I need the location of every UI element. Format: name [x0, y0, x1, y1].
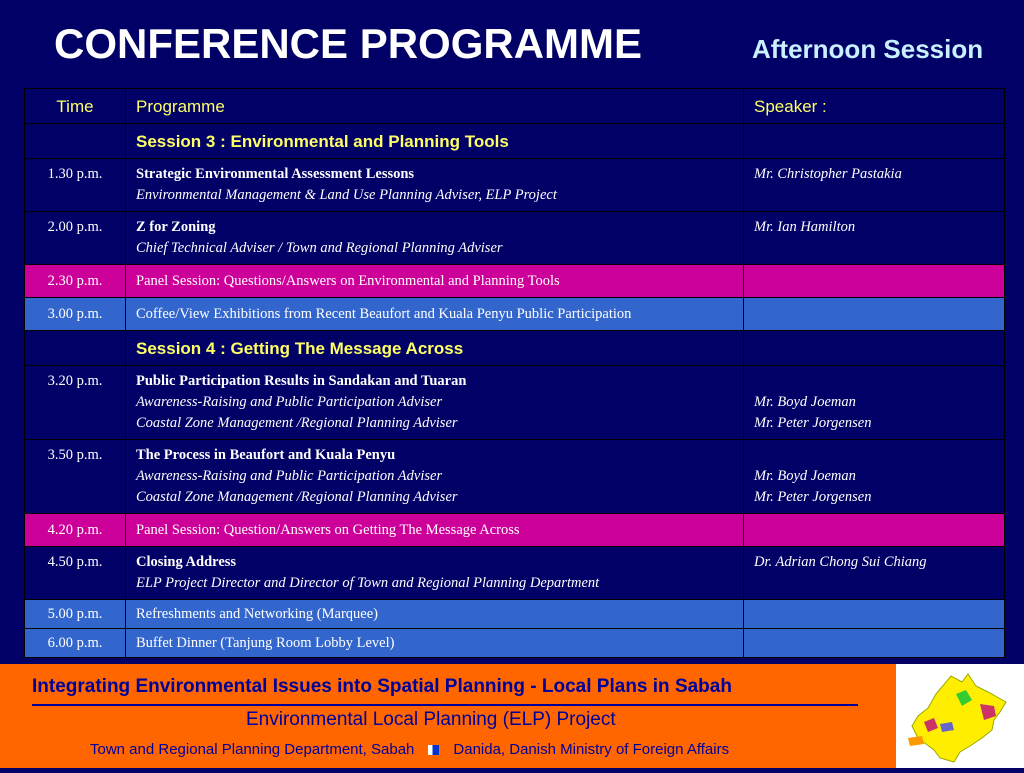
- table-row: [25, 440, 1005, 514]
- programme-cell: Coffee/View Exhibitions from Recent Beaufort and Kuala Penyu Public Participation: [126, 298, 744, 331]
- speaker-cell: [744, 298, 1005, 331]
- table-row: [25, 298, 1005, 331]
- footer: [0, 664, 1024, 768]
- time-cell: 2.30 p.m.: [25, 265, 126, 298]
- danida-flag-icon: [428, 745, 439, 755]
- programme-role: Awareness-Raising and Public Participation Adviser: [136, 468, 443, 484]
- time-cell: 1.30 p.m.: [25, 159, 126, 212]
- programme-title: Z for Zoning: [136, 219, 216, 235]
- speaker-cell: [744, 124, 1005, 159]
- programme-role: Chief Technical Adviser / Town and Regional Planning Adviser: [136, 240, 503, 256]
- programme-title: The Process in Beaufort and Kuala Penyu: [136, 447, 396, 463]
- speaker-cell: [744, 600, 1005, 629]
- speaker-cell: [744, 514, 1005, 547]
- table-row: [25, 600, 1005, 629]
- table-row: [25, 629, 1005, 658]
- programme-role: Environmental Management & Land Use Planning Adviser, ELP Project: [136, 187, 557, 203]
- speaker-name: Mr. Boyd Joeman: [754, 468, 856, 484]
- programme-role: Coastal Zone Management /Regional Planning Adviser: [136, 415, 458, 431]
- time-cell: 4.20 p.m.: [25, 514, 126, 547]
- table-row: [25, 547, 1005, 600]
- table-row: [25, 366, 1005, 440]
- time-cell: 3.50 p.m.: [25, 440, 126, 514]
- footer-credit-left: Town and Regional Planning Department, Sabah: [90, 741, 415, 758]
- time-cell: 2.00 p.m.: [25, 212, 126, 265]
- speaker-name: Mr. Peter Jorgensen: [754, 415, 872, 431]
- footer-credits: [90, 741, 729, 758]
- table-row: [25, 124, 1005, 159]
- programme-title: Public Participation Results in Sandakan and Tuaran: [136, 373, 467, 389]
- table-row: [25, 331, 1005, 366]
- table-row: [25, 514, 1005, 547]
- session-subtitle: Afternoon Session: [752, 34, 984, 64]
- programme-cell: [126, 366, 744, 440]
- sabah-map-graphic: [896, 664, 1024, 768]
- footer-project: Environmental Local Planning (ELP) Project: [246, 709, 616, 730]
- table-header-row: [25, 89, 1005, 124]
- programme-role: ELP Project Director and Director of Town and Regional Planning Department: [136, 575, 600, 591]
- programme-cell: Panel Session: Question/Answers on Getting The Message Across: [126, 514, 744, 547]
- speaker-cell: [744, 366, 1005, 440]
- time-cell: 5.00 p.m.: [25, 600, 126, 629]
- header-speaker: Speaker :: [744, 89, 1005, 124]
- programme-cell: [126, 212, 744, 265]
- footer-title: Integrating Environmental Issues into Spatial Planning - Local Plans in Sabah: [32, 676, 732, 697]
- time-cell: 3.20 p.m.: [25, 366, 126, 440]
- time-cell: [25, 124, 126, 159]
- time-cell: 6.00 p.m.: [25, 629, 126, 658]
- speaker-cell: [744, 440, 1005, 514]
- programme-table: [24, 88, 1005, 658]
- speaker-name: Mr. Christopher Pastakia: [754, 166, 902, 182]
- session-heading: Session 3 : Environmental and Planning Tools: [126, 124, 744, 159]
- programme-role: Awareness-Raising and Public Participation Adviser: [136, 394, 443, 410]
- page-title: CONFERENCE PROGRAMME: [54, 20, 643, 67]
- programme-cell: Refreshments and Networking (Marquee): [126, 600, 744, 629]
- speaker-cell: [744, 265, 1005, 298]
- speaker-cell: [744, 331, 1005, 366]
- session-heading: Session 4 : Getting The Message Across: [126, 331, 744, 366]
- programme-role: Coastal Zone Management /Regional Planning Adviser: [136, 489, 458, 505]
- speaker-name: Mr. Boyd Joeman: [754, 394, 856, 410]
- time-cell: 3.00 p.m.: [25, 298, 126, 331]
- table-row: [25, 265, 1005, 298]
- speaker-cell: [744, 159, 1005, 212]
- speaker-cell: [744, 629, 1005, 658]
- speaker-name: Mr. Ian Hamilton: [754, 219, 856, 235]
- spacer: [754, 371, 994, 392]
- header-programme: Programme: [126, 89, 744, 124]
- programme-cell: [126, 159, 744, 212]
- programme-cell: Panel Session: Questions/Answers on Environmental and Planning Tools: [126, 265, 744, 298]
- programme-title: Closing Address: [136, 554, 237, 570]
- speaker-name: Mr. Peter Jorgensen: [754, 489, 872, 505]
- programme-cell: Buffet Dinner (Tanjung Room Lobby Level): [126, 629, 744, 658]
- programme-cell: [126, 547, 744, 600]
- speaker-cell: [744, 212, 1005, 265]
- time-cell: [25, 331, 126, 366]
- speaker-name: Dr. Adrian Chong Sui Chiang: [754, 554, 927, 570]
- programme-cell: [126, 440, 744, 514]
- sabah-map-icon: [896, 664, 1024, 768]
- table-row: [25, 212, 1005, 265]
- programme-title: Strategic Environmental Assessment Lessons: [136, 166, 415, 182]
- header-time: Time: [25, 89, 126, 124]
- table-row: [25, 159, 1005, 212]
- footer-divider: [32, 704, 858, 706]
- spacer: [754, 445, 994, 466]
- speaker-cell: [744, 547, 1005, 600]
- time-cell: 4.50 p.m.: [25, 547, 126, 600]
- footer-credit-right: Danida, Danish Ministry of Foreign Affairs: [453, 741, 730, 758]
